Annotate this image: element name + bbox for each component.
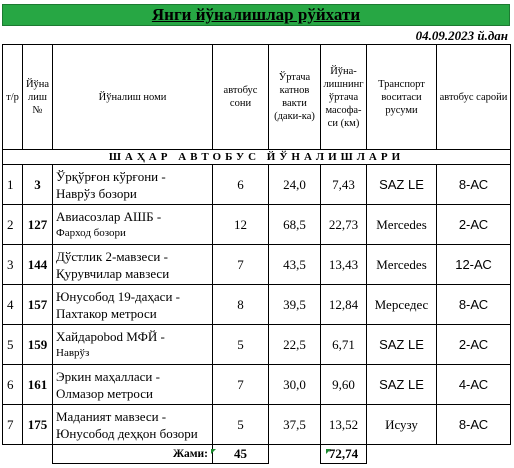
route-start: Хайдарobod МФЙ - bbox=[56, 328, 165, 344]
cell-route-num: 127 bbox=[23, 205, 53, 245]
table-row bbox=[3, 405, 511, 445]
cell-bus-count: 5 bbox=[213, 325, 269, 365]
cell-distance: 12,84 bbox=[321, 285, 367, 325]
cell-bus-count: 6 bbox=[213, 165, 269, 205]
cell-interval: 43,5 bbox=[269, 245, 321, 285]
cell-route-num: 175 bbox=[23, 405, 53, 445]
cell-distance: 6,71 bbox=[321, 325, 367, 365]
routes-table bbox=[2, 44, 511, 464]
total-blank bbox=[3, 445, 23, 464]
total-blank bbox=[269, 445, 321, 464]
cell-vehicle: SAZ LE bbox=[367, 325, 437, 365]
cell-vehicle: SAZ LE bbox=[367, 365, 437, 405]
header-depot: автобус саройи bbox=[437, 45, 511, 150]
table-row bbox=[3, 205, 511, 245]
cell-route-name bbox=[53, 405, 213, 445]
section-title: ШАҲАР АВТОБУС ЙЎНАЛИШЛАРИ bbox=[3, 150, 511, 165]
cell-distance: 13,43 bbox=[321, 245, 367, 285]
route-start: Маданият мавзеси - bbox=[56, 408, 167, 424]
cell-route-num: 157 bbox=[23, 285, 53, 325]
cell-depot: 2-АС bbox=[437, 205, 511, 245]
route-end: Наврўз bbox=[56, 346, 90, 359]
cell-bus-count: 7 bbox=[213, 365, 269, 405]
route-end: Қурувчилар мавзеси bbox=[56, 265, 170, 281]
cell-idx: 3 bbox=[3, 245, 23, 285]
cell-idx: 4 bbox=[3, 285, 23, 325]
cell-route-num: 3 bbox=[23, 165, 53, 205]
table-row bbox=[3, 245, 511, 285]
cell-idx: 1 bbox=[3, 165, 23, 205]
table-row bbox=[3, 325, 511, 365]
cell-vehicle: Mercedes bbox=[367, 245, 437, 285]
cell-bus-count: 12 bbox=[213, 205, 269, 245]
cell-interval: 39,5 bbox=[269, 285, 321, 325]
header-route-num: Йўна лиш № bbox=[23, 45, 53, 150]
cell-depot: 8-АС bbox=[437, 285, 511, 325]
cell-depot: 12-АС bbox=[437, 245, 511, 285]
cell-route-name bbox=[53, 205, 213, 245]
cell-depot: 8-АС bbox=[437, 405, 511, 445]
cell-vehicle: Исузу bbox=[367, 405, 437, 445]
cell-distance: 9,60 bbox=[321, 365, 367, 405]
page-title: Янги йўналишлар рўйхати bbox=[151, 5, 361, 24]
cell-route-name bbox=[53, 325, 213, 365]
cell-route-name bbox=[53, 165, 213, 205]
route-end: Юнусобод деҳқон бозори bbox=[56, 425, 198, 441]
total-distance: 72,74 bbox=[321, 445, 367, 464]
cell-vehicle: SAZ LE bbox=[367, 165, 437, 205]
cell-route-num: 161 bbox=[23, 365, 53, 405]
cell-interval: 22,5 bbox=[269, 325, 321, 365]
cell-distance: 13,52 bbox=[321, 405, 367, 445]
cell-bus-count: 7 bbox=[213, 245, 269, 285]
cell-bus-count: 5 bbox=[213, 405, 269, 445]
date-row bbox=[2, 27, 510, 44]
table-row bbox=[3, 165, 511, 205]
route-start: Авиасозлар АШБ - bbox=[56, 208, 162, 224]
header-interval: Ўртача катнов вакти (даки-ка) bbox=[269, 45, 321, 150]
header-row bbox=[3, 45, 511, 150]
total-label: Жами: bbox=[53, 445, 213, 464]
cell-idx: 6 bbox=[3, 365, 23, 405]
total-row bbox=[3, 445, 511, 464]
route-end: Наврўз бозори bbox=[56, 185, 137, 201]
cell-distance: 22,73 bbox=[321, 205, 367, 245]
table-row bbox=[3, 365, 511, 405]
cell-vehicle: Mercedes bbox=[367, 205, 437, 245]
header-bus-count: автобус сони bbox=[213, 45, 269, 150]
cell-route-name bbox=[53, 365, 213, 405]
route-start: Дўстлик 2-мавзеси - bbox=[56, 248, 168, 264]
cell-depot: 8-АС bbox=[437, 165, 511, 205]
header-vehicle: Транспорт воситаси русуми bbox=[367, 45, 437, 150]
route-end: Пахтакор метроси bbox=[56, 305, 157, 321]
cell-depot: 4-АС bbox=[437, 365, 511, 405]
total-bus-count: 45 bbox=[213, 445, 269, 464]
total-blank bbox=[23, 445, 53, 464]
route-end: Фарход бозори bbox=[56, 226, 126, 239]
route-start: Юнусобод 19-даҳаси - bbox=[56, 288, 180, 304]
cell-idx: 5 bbox=[3, 325, 23, 365]
section-row bbox=[3, 150, 511, 165]
route-start: Эркин маҳалласи - bbox=[56, 368, 160, 384]
cell-distance: 7,43 bbox=[321, 165, 367, 205]
cell-interval: 24,0 bbox=[269, 165, 321, 205]
title-banner bbox=[2, 4, 510, 26]
date-label: 04.09.2023 й.дан bbox=[415, 28, 508, 43]
cell-route-name bbox=[53, 285, 213, 325]
header-idx: т/р bbox=[3, 45, 23, 150]
cell-route-num: 144 bbox=[23, 245, 53, 285]
route-end: Олмазор метроси bbox=[56, 385, 153, 401]
total-blank bbox=[367, 445, 437, 464]
cell-bus-count: 8 bbox=[213, 285, 269, 325]
cell-comment-marker bbox=[326, 449, 331, 454]
total-blank bbox=[437, 445, 511, 464]
cell-vehicle: Мерседес bbox=[367, 285, 437, 325]
cell-comment-marker bbox=[211, 449, 216, 454]
header-distance: Йўна-лишнинг ўртача масофа-си (км) bbox=[321, 45, 367, 150]
cell-idx: 2 bbox=[3, 205, 23, 245]
cell-interval: 68,5 bbox=[269, 205, 321, 245]
table-row bbox=[3, 285, 511, 325]
cell-route-num: 159 bbox=[23, 325, 53, 365]
header-route-name: Йўналиш номи bbox=[53, 45, 213, 150]
cell-route-name bbox=[53, 245, 213, 285]
cell-interval: 30,0 bbox=[269, 365, 321, 405]
cell-idx: 7 bbox=[3, 405, 23, 445]
cell-interval: 37,5 bbox=[269, 405, 321, 445]
cell-depot: 2-АС bbox=[437, 325, 511, 365]
route-start: Ўрқўрғон кўрғони - bbox=[56, 168, 166, 184]
